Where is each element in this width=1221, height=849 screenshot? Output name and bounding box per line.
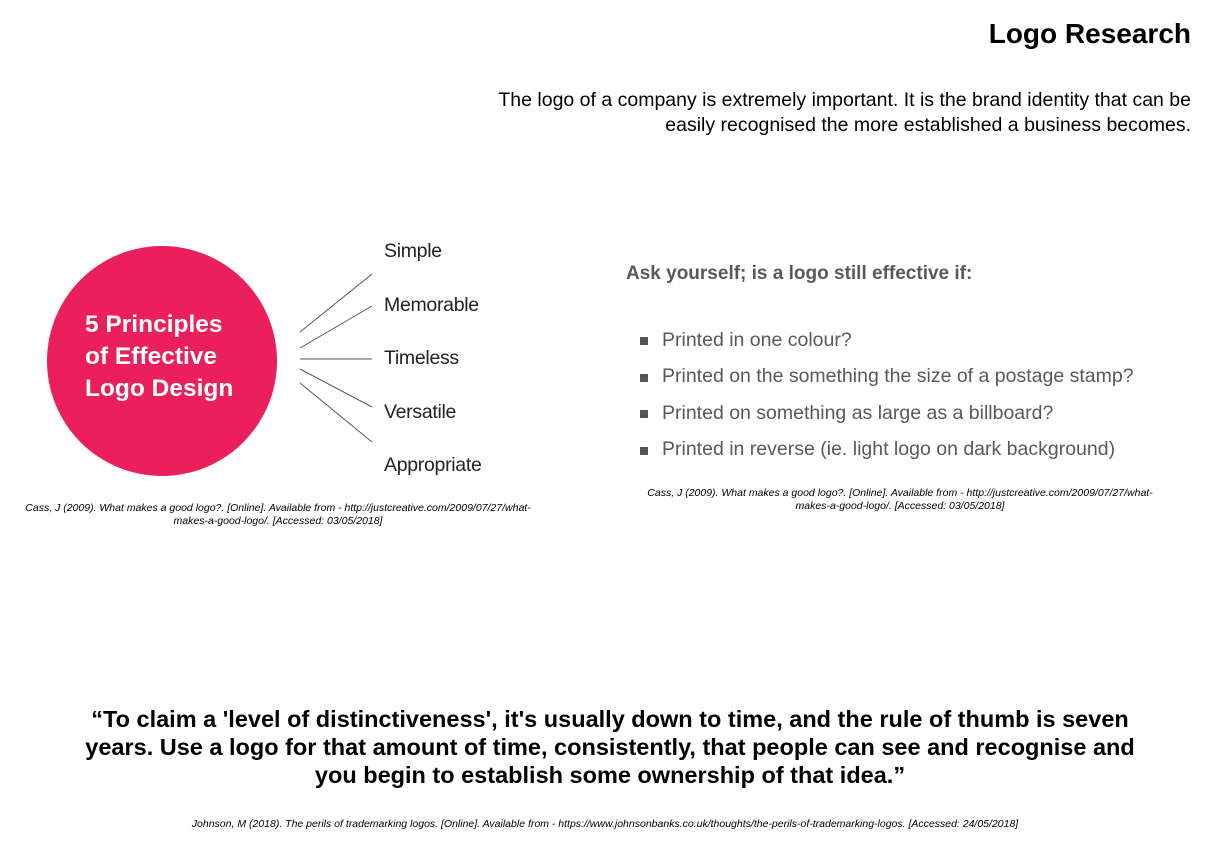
square-bullet-icon [640, 447, 648, 455]
principle-appropriate: Appropriate [384, 454, 482, 476]
list-item-text: Printed on something as large as a billboard? [662, 401, 1054, 424]
list-item [640, 359, 1134, 396]
citation-right [630, 487, 1170, 513]
circle-text-line: Logo Design [85, 375, 234, 402]
square-bullet-icon [640, 410, 648, 418]
connector-line-memorable [300, 306, 372, 348]
citation-line: makes-a-good-logo/. [Accessed: 03/05/2018] [795, 500, 1005, 512]
pull-quote [40, 705, 1180, 789]
list-item [640, 322, 1134, 359]
list-item-text: Printed on the something the size of a postage stamp? [662, 365, 1134, 388]
connector-line-appropriate [300, 383, 372, 442]
connector-line-versatile [300, 369, 372, 407]
list-item-text: Printed in reverse (ie. light logo on dark background) [662, 438, 1116, 461]
checklist-heading: Ask yourself; is a logo still effective if: [626, 263, 973, 284]
checklist [640, 322, 1134, 468]
connector-line-simple [300, 274, 372, 332]
list-item [640, 395, 1134, 432]
intro-line: easily recognised the more established a business becomes. [665, 114, 1191, 136]
circle-text-line: of Effective [85, 343, 218, 370]
principle-timeless: Timeless [384, 347, 459, 369]
square-bullet-icon [640, 337, 648, 345]
citation-left [8, 502, 548, 528]
quote-line: years. Use a logo for that amount of time, consistently, that people can see and recognise and [85, 734, 1135, 760]
square-bullet-icon [640, 374, 648, 382]
principles-circle-text [85, 309, 233, 405]
citation-line: Cass, J (2009). What makes a good logo?. [Online]. Available from - http://justcreative.com/2009/07/27/what- [647, 487, 1153, 499]
page-title: Logo Research [988, 18, 1191, 49]
list-item-text: Printed in one colour? [662, 328, 852, 351]
principle-versatile: Versatile [384, 401, 457, 423]
quote-line: “To claim a 'level of distinctiveness', it's usually down to time, and the rule of thumb is seven [91, 706, 1129, 732]
connector-lines [290, 270, 380, 450]
citation-line: Cass, J (2009). What makes a good logo?. [Online]. Available from - http://justcreative.com/2009/07/27/what- [25, 502, 531, 514]
citation-line: Johnson, M (2018). The perils of trademarking logos. [Online]. Available from - https://www.johnsonbanks.co.uk/thoughts/the-perils-of-trademarking-logos. [Accessed: 24/05/2018] [191, 818, 1019, 830]
intro-paragraph [431, 88, 1191, 138]
citation-line: makes-a-good-logo/. [Accessed: 03/05/2018] [173, 515, 383, 527]
list-item [640, 432, 1134, 469]
intro-line: The logo of a company is extremely important. It is the brand identity that can be [498, 89, 1191, 111]
quote-line: you begin to establish some ownership of that idea.” [314, 762, 906, 788]
circle-text-line: 5 Principles [85, 311, 223, 338]
principle-memorable: Memorable [384, 294, 479, 316]
citation-bottom [40, 818, 1170, 831]
principle-simple: Simple [384, 240, 442, 262]
